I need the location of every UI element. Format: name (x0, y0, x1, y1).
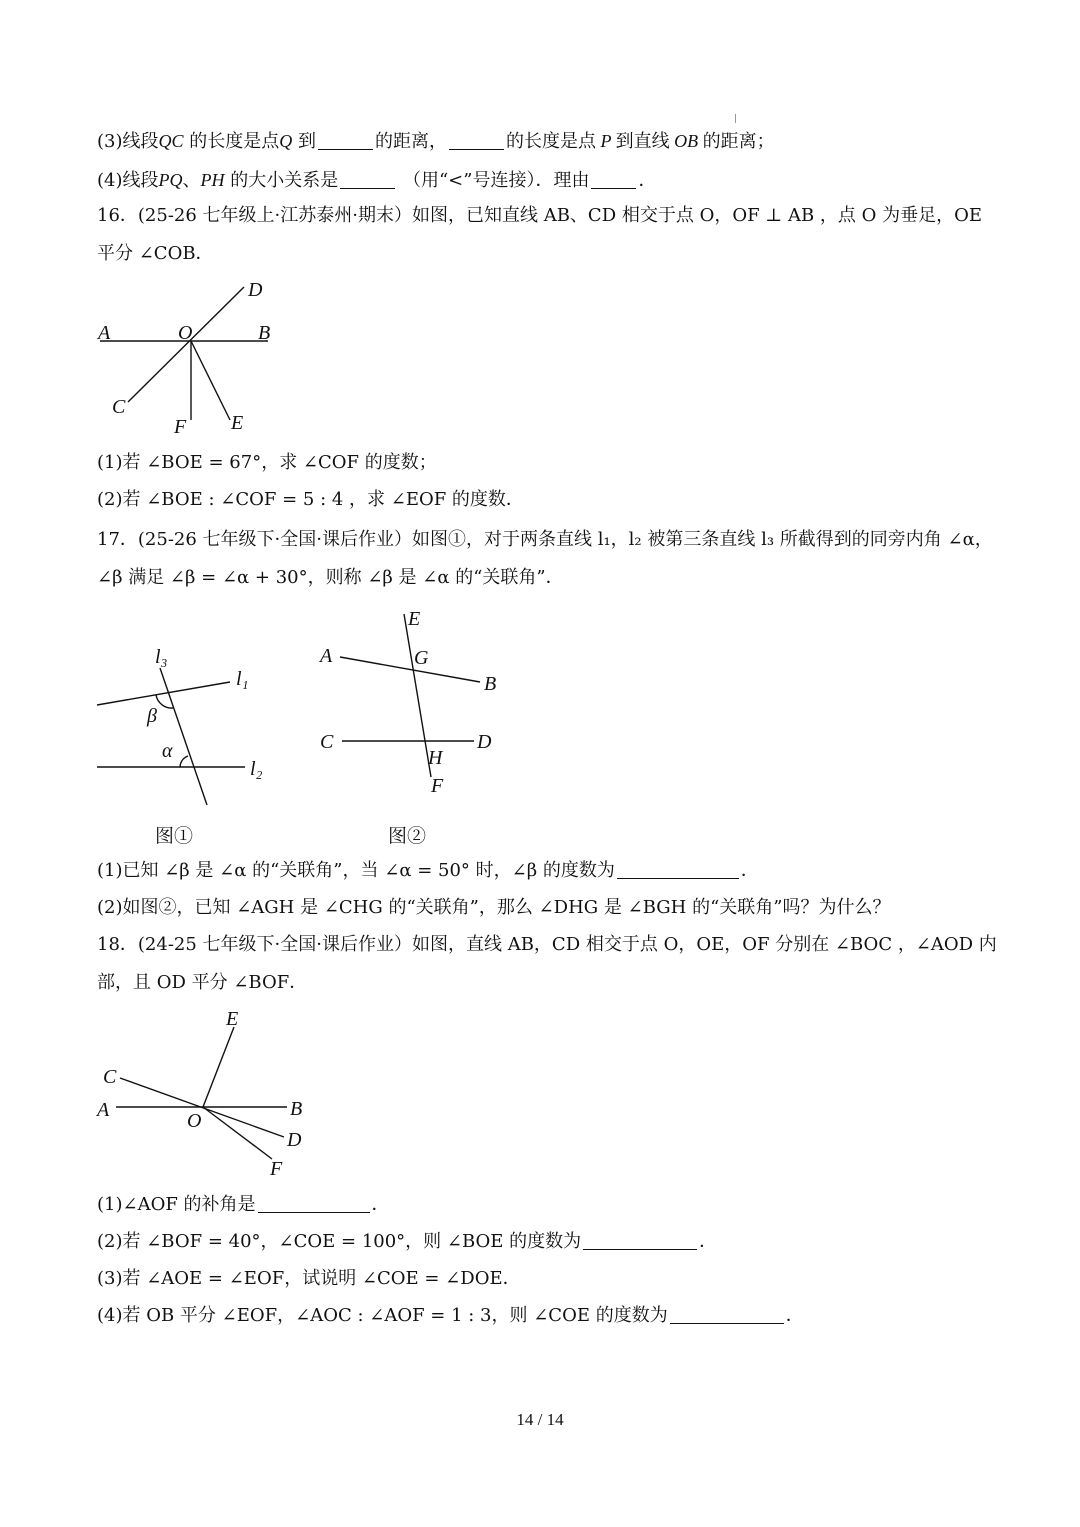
q17-stem-line1: 17．(25-26 七年级下·全国·课后作业）如图①，对于两条直线 l₁，l₂ 被第三条直线 l₃ 所截得到的同旁内角 ∠α， (97, 529, 993, 550)
q16-sub2: (2)若 ∠BOE : ∠COF = 5 : 4 ，求 ∠EOF 的度数． (97, 489, 524, 510)
q16-stem-line1: 16．(25-26 七年级上·江苏泰州·期末）如图，已知直线 AB、CD 相交于点 O，OF ⊥ AB ，点 O 为垂足，OE (97, 205, 982, 226)
label-b: B (484, 673, 497, 695)
q17-sub2: (2)如图②，已知 ∠AGH 是 ∠CHG 的“关联角”，那么 ∠DHG 是 ∠BGH 的“关联角”吗？为什么？ (97, 897, 891, 918)
label-e: E (226, 1008, 239, 1030)
ray-oe (203, 1027, 234, 1107)
q18-sub3: (3)若 ∠AOE = ∠EOF，试说明 ∠COE = ∠DOE． (97, 1268, 521, 1289)
q18-sub2: (2)若 ∠BOF = 40°，∠COE = 100°，则 ∠BOE 的度数为 ． (97, 1231, 718, 1252)
label-l1: l₁ (236, 668, 249, 690)
label-beta: β (147, 705, 157, 727)
label-b: B (290, 1098, 303, 1120)
q18-sub1: (1)∠AOF 的补角是 ． (97, 1194, 390, 1215)
label-c: C (320, 731, 334, 753)
label-d: D (248, 279, 263, 301)
label-o: O (187, 1110, 202, 1132)
q18-stem-line1: 18．(24-25 七年级下·全国·课后作业）如图，直线 AB，CD 相交于点 O，OE，OF 分别在 ∠BOC ，∠AOD 内 (97, 934, 997, 955)
q16-stem-line2: 平分 ∠COB． (97, 243, 214, 264)
q17-sub1: (1)已知 ∠β 是 ∠α 的“关联角”，当 ∠α = 50° 时，∠β 的度数为 ． (97, 860, 759, 881)
label-o: O (178, 322, 193, 344)
label-l3: l₃ (155, 646, 168, 668)
q17-stem-line2: ∠β 满足 ∠β = ∠α + 30°，则称 ∠β 是 ∠α 的“关联角”． (97, 567, 564, 588)
answer-blank[interactable] (258, 1194, 370, 1213)
label-a: A (98, 322, 111, 344)
label-a: A (320, 645, 333, 667)
q18-sub4: (4)若 OB 平分 ∠EOF，∠AOC : ∠AOF = 1 : 3，则 ∠COE 的度数为 ． (97, 1305, 804, 1326)
q15-part3: (3)线段QC 的长度是点Q 到 的距离， 的长度是点 P 到直线 OB 的距离； (97, 131, 775, 152)
figure2-caption: 图② (388, 825, 427, 847)
label-h: H (428, 747, 443, 769)
q18-stem-line2: 部，且 OD 平分 ∠BOF． (97, 972, 308, 993)
label-g: G (414, 647, 429, 669)
label-e: E (408, 608, 421, 630)
label-f: F (270, 1158, 283, 1180)
label-b: B (258, 322, 271, 344)
label-d: D (477, 731, 492, 753)
answer-blank[interactable] (583, 1231, 697, 1250)
q15-part4: (4)线段PQ、PH 的大小关系是 （用“<”号连接）．理由 ． (97, 170, 657, 191)
page-number: 14 / 14 (516, 1410, 564, 1429)
answer-blank[interactable] (670, 1305, 784, 1324)
label-e: E (231, 412, 244, 434)
label-d: D (287, 1129, 302, 1151)
figure1-caption: 图① (155, 825, 194, 847)
label-f: F (174, 416, 187, 438)
label-c: C (103, 1066, 117, 1088)
label-l2: l₂ (250, 758, 263, 780)
q16-sub1: (1)若 ∠BOE = 67°，求 ∠COF 的度数； (97, 452, 437, 473)
label-a: A (97, 1099, 110, 1121)
label-alpha: α (162, 740, 173, 762)
label-c: C (112, 396, 126, 418)
ray-of (203, 1107, 272, 1159)
label-f: F (431, 775, 444, 797)
